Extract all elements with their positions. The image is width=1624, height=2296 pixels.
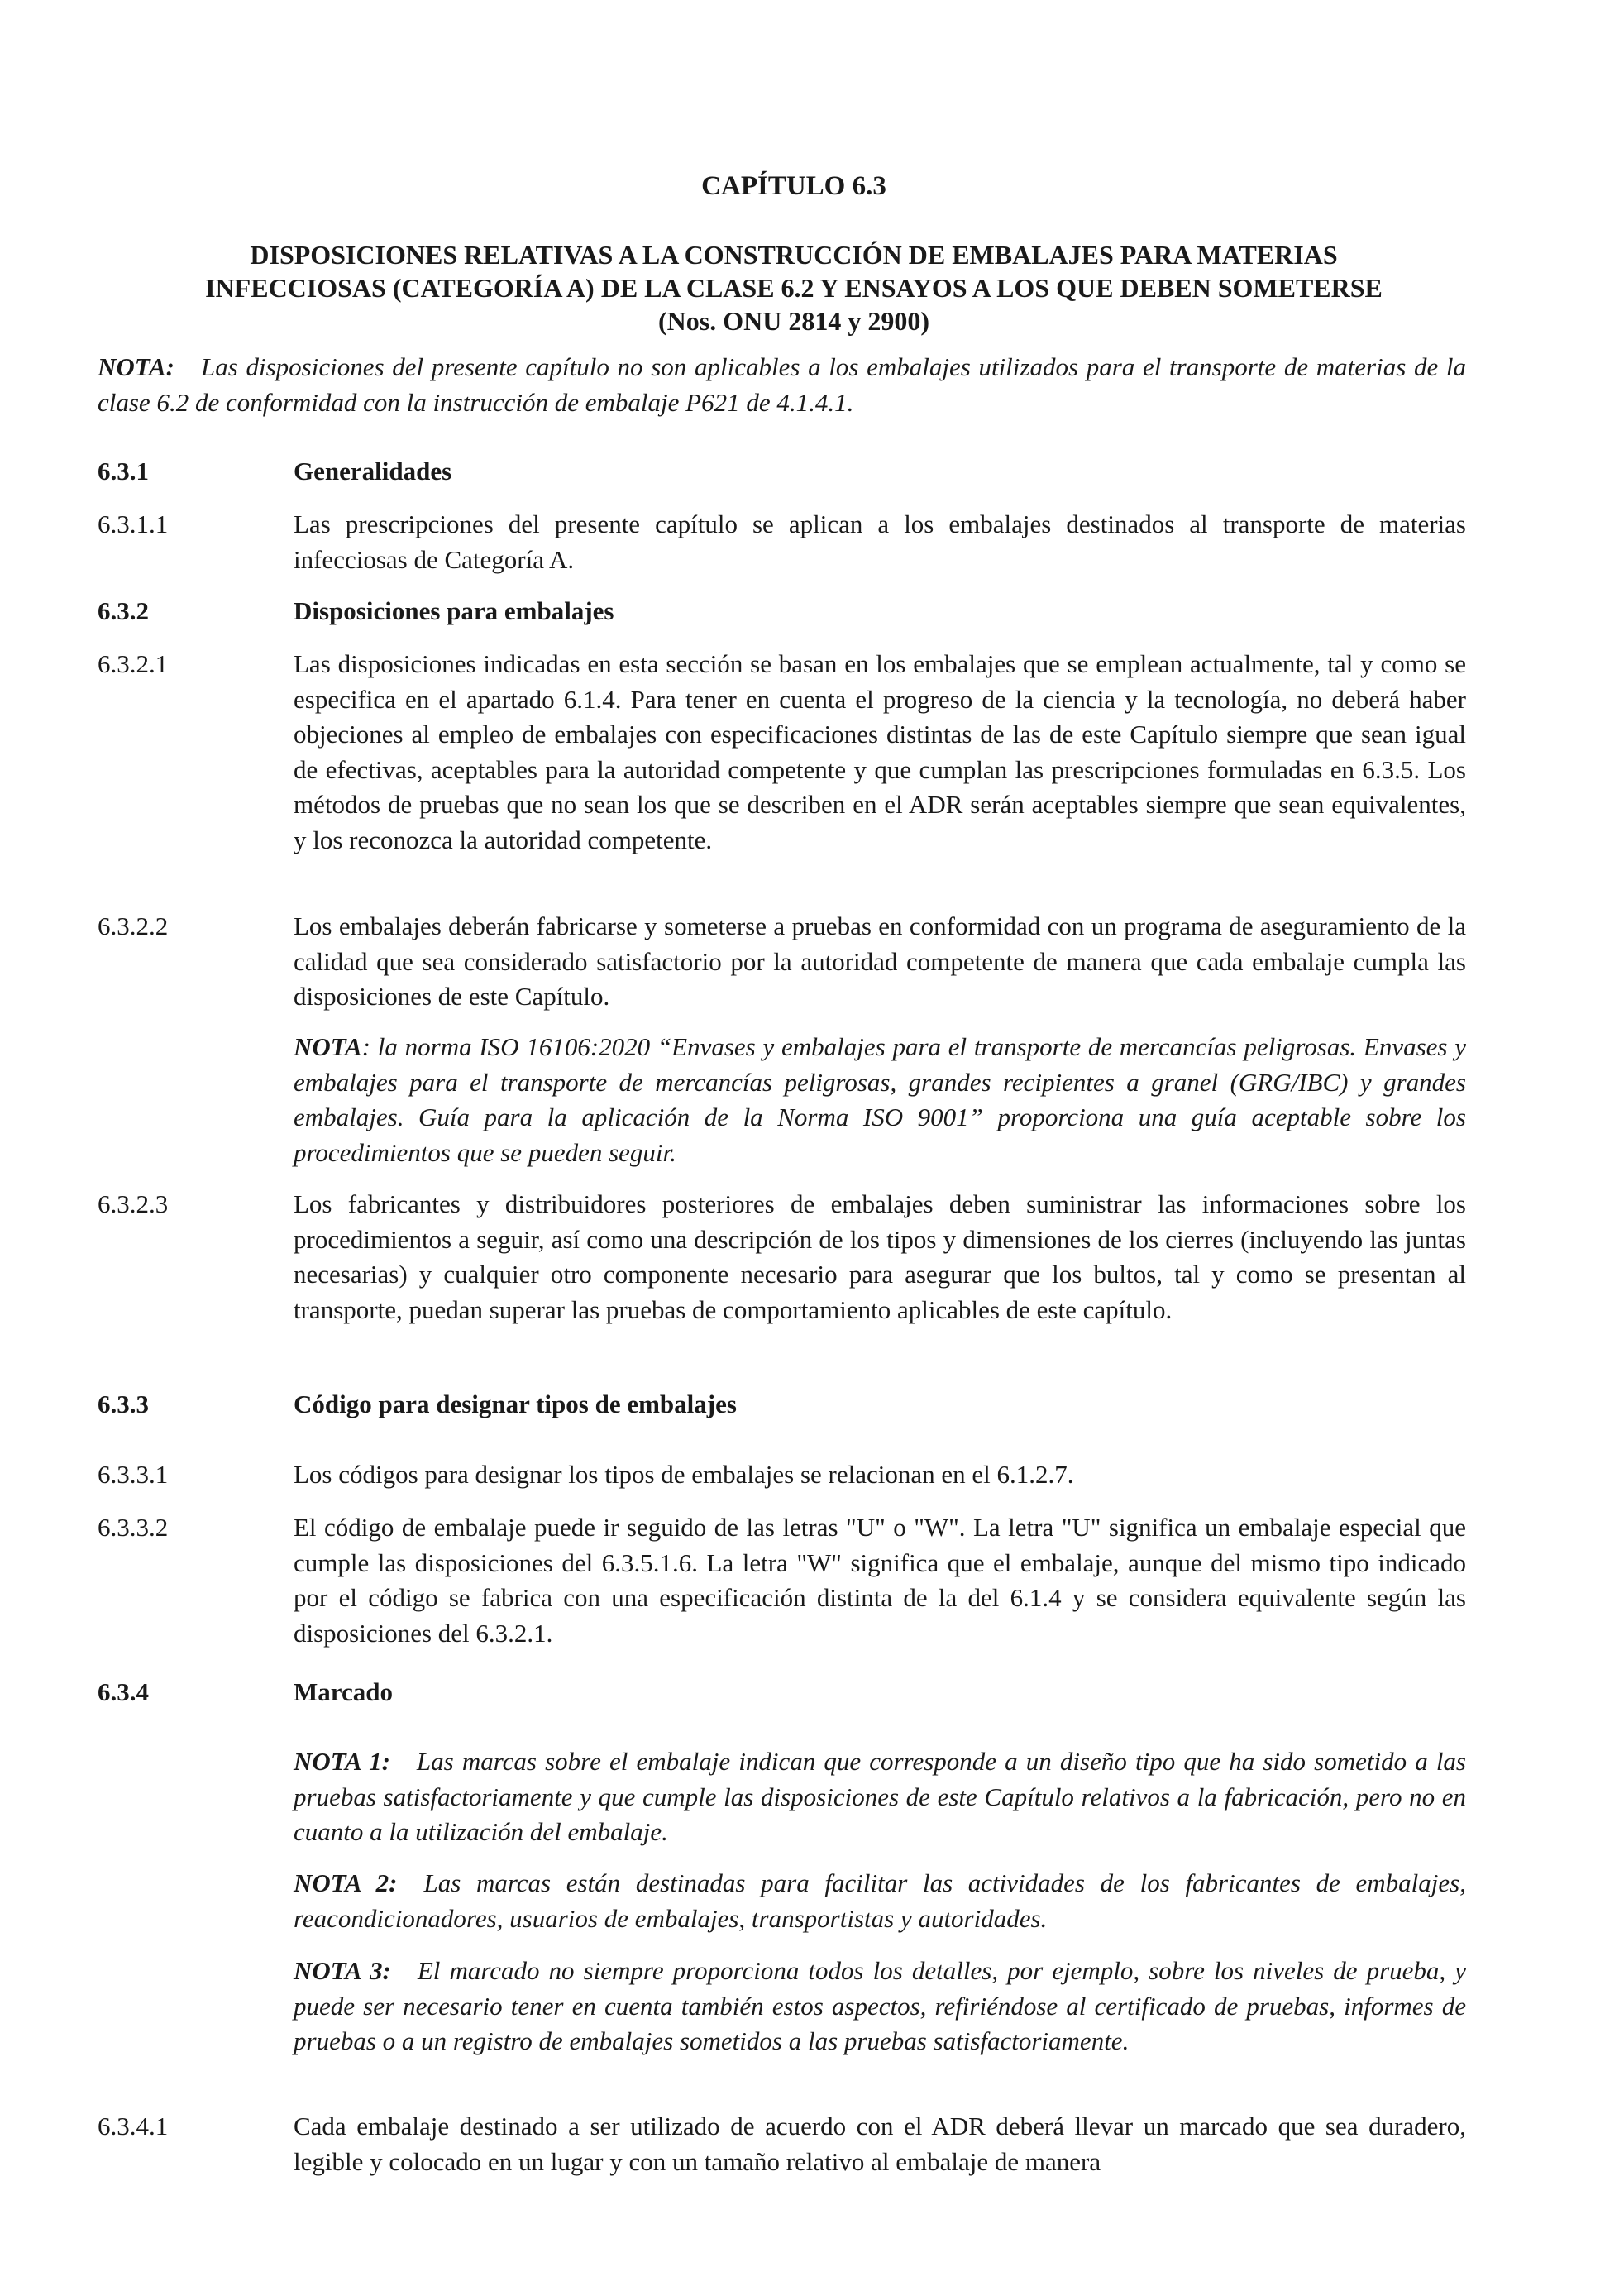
note-6-3-2-2-label: NOTA <box>294 1032 362 1061</box>
nota-1-label: NOTA 1: <box>294 1747 390 1776</box>
paragraph-6-3-3-2: El código de embalaje puede ir seguido de las letras "U" o "W". La letra "U" significa un embalaje especial que cumple las disposiciones del 6.3.5.1.6. La letra "W" significa que el embalaje, aunque del mismo tipo indicado por el código se fabrica con una especificación distinta de la del 6.1.4 y se considera equivalente según las disposiciones del 6.3.2.1. <box>294 1513 1466 1648</box>
intro-note-text: Las disposiciones del presente capítulo no son aplicables a los embalajes utilizados para el transporte de materias de la clase 6.2 de conformidad con la instrucción de embalaje P621 de 4.1.4.1. <box>98 352 1466 417</box>
section-title-6-3-4: Marcado <box>294 1677 393 1706</box>
section-title-6-3-2: Disposiciones para embalajes <box>294 596 614 625</box>
nota-2-label: NOTA 2: <box>294 1868 398 1897</box>
paragraph-number-6-3-2-3: 6.3.2.3 <box>98 1189 169 1218</box>
section-title-6-3-1: Generalidades <box>294 457 452 486</box>
paragraph-6-3-1-1: Las prescripciones del presente capítulo se aplican a los embalajes destinados al transporte de materias infecciosas de Categoría A. <box>294 509 1466 574</box>
chapter-subtitle-line-2: INFECCIOSAS (CATEGORÍA A) DE LA CLASE 6.2 Y ENSAYOS A LOS QUE DEBEN SOMETERSE <box>205 273 1383 303</box>
chapter-subtitle-line-3: (Nos. ONU 2814 y 2900) <box>658 306 929 336</box>
chapter-subtitle-line-1: DISPOSICIONES RELATIVAS A LA CONSTRUCCIÓN DE EMBALAJES PARA MATERIAS <box>250 240 1338 270</box>
nota-1 <box>294 1744 1466 1850</box>
nota-2 <box>294 1866 1466 1936</box>
paragraph-6-3-2-2: Los embalajes deberán fabricarse y someterse a pruebas en conformidad con un programa de aseguramiento de la calidad que sea considerado satisfactorio por la autoridad competente de manera que cada embalaje cumpla las disposiciones de este Capítulo. <box>294 911 1466 1011</box>
paragraph-6-3-2-1: Las disposiciones indicadas en esta sección se basan en los embalajes que se emplean actualmente, tal y como se especifica en el apartado 6.1.4. Para tener en cuenta el progreso de la ciencia y la tecnología, no deberá haber objeciones al empleo de embalajes con especificaciones distintas de las de este Capítulo siempre que sean igual de efectivas, aceptables para la autoridad competente y que cumplan las prescripciones formuladas en 6.3.5. Los métodos de pruebas que no sean los que se describen en el ADR serán aceptables siempre que sean equivalentes, y los reconozca la autoridad competente. <box>294 649 1466 854</box>
intro-note-label: NOTA: <box>98 352 174 381</box>
chapter-subtitle <box>91 238 1497 337</box>
intro-note <box>98 350 1466 420</box>
note-6-3-2-2-text: : la norma ISO 16106:2020 “Envases y embalajes para el transporte de mercancías peligrosas. Envases y embalajes para el transporte de mercancías peligrosas, grandes recipientes a granel (GRG/IBC) y grandes embalajes. Guía para la aplicación de la Norma ISO 9001” proporciona una guía aceptable sobre los procedimientos que se pueden seguir. <box>294 1032 1466 1167</box>
paragraph-number-6-3-1-1: 6.3.1.1 <box>98 509 169 538</box>
paragraph-number-6-3-4-1: 6.3.4.1 <box>98 2112 169 2141</box>
paragraph-number-6-3-2-2: 6.3.2.2 <box>98 911 169 940</box>
section-number-6-3-4: 6.3.4 <box>98 1677 149 1706</box>
paragraph-6-3-3-1: Los códigos para designar los tipos de embalajes se relacionan en el 6.1.2.7. <box>294 1460 1074 1489</box>
nota-3-label: NOTA 3: <box>294 1956 391 1985</box>
nota-2-text: Las marcas están destinadas para facilitar las actividades de los fabricantes de embalajes, reacondicionadores, usuarios de embalajes, transportistas y autoridades. <box>294 1868 1466 1933</box>
paragraph-number-6-3-3-2: 6.3.3.2 <box>98 1513 169 1542</box>
nota-1-text: Las marcas sobre el embalaje indican que corresponde a un diseño tipo que ha sido sometido a las pruebas satisfactoriamente y que cumple las disposiciones de este Capítulo relativos a la fabricación, pero no en cuanto a la utilización del embalaje. <box>294 1747 1466 1846</box>
section-number-6-3-2: 6.3.2 <box>98 596 149 625</box>
paragraph-number-6-3-3-1: 6.3.3.1 <box>98 1460 169 1489</box>
paragraph-6-3-2-3: Los fabricantes y distribuidores posteriores de embalajes deben suministrar las informaciones sobre los procedimientos a seguir, así como una descripción de los tipos y dimensiones de los cierres (incluyendo las juntas necesarias) y cualquier otro componente necesario para asegurar que los bultos, tal y como se presentan al transporte, puedan superar las pruebas de comportamiento aplicables de este capítulo. <box>294 1189 1466 1324</box>
note-6-3-2-2 <box>294 1030 1466 1170</box>
chapter-title: CAPÍTULO 6.3 <box>701 171 886 201</box>
section-number-6-3-1: 6.3.1 <box>98 457 149 486</box>
paragraph-number-6-3-2-1: 6.3.2.1 <box>98 649 169 678</box>
section-number-6-3-3: 6.3.3 <box>98 1390 149 1418</box>
paragraph-6-3-4-1: Cada embalaje destinado a ser utilizado de acuerdo con el ADR deberá llevar un marcado que sea duradero, legible y colocado en un lugar y con un tamaño relativo al embalaje de manera <box>294 2112 1466 2176</box>
section-title-6-3-3: Código para designar tipos de embalajes <box>294 1390 737 1418</box>
nota-3 <box>294 1954 1466 2059</box>
nota-3-text: El marcado no siempre proporciona todos los detalles, por ejemplo, sobre los niveles de prueba, y puede ser necesario tener en cuenta también estos aspectos, refiriéndose al certificado de pruebas, informes de pruebas o a un registro de embalajes sometidos a las pruebas satisfactoriamente. <box>294 1956 1466 2055</box>
